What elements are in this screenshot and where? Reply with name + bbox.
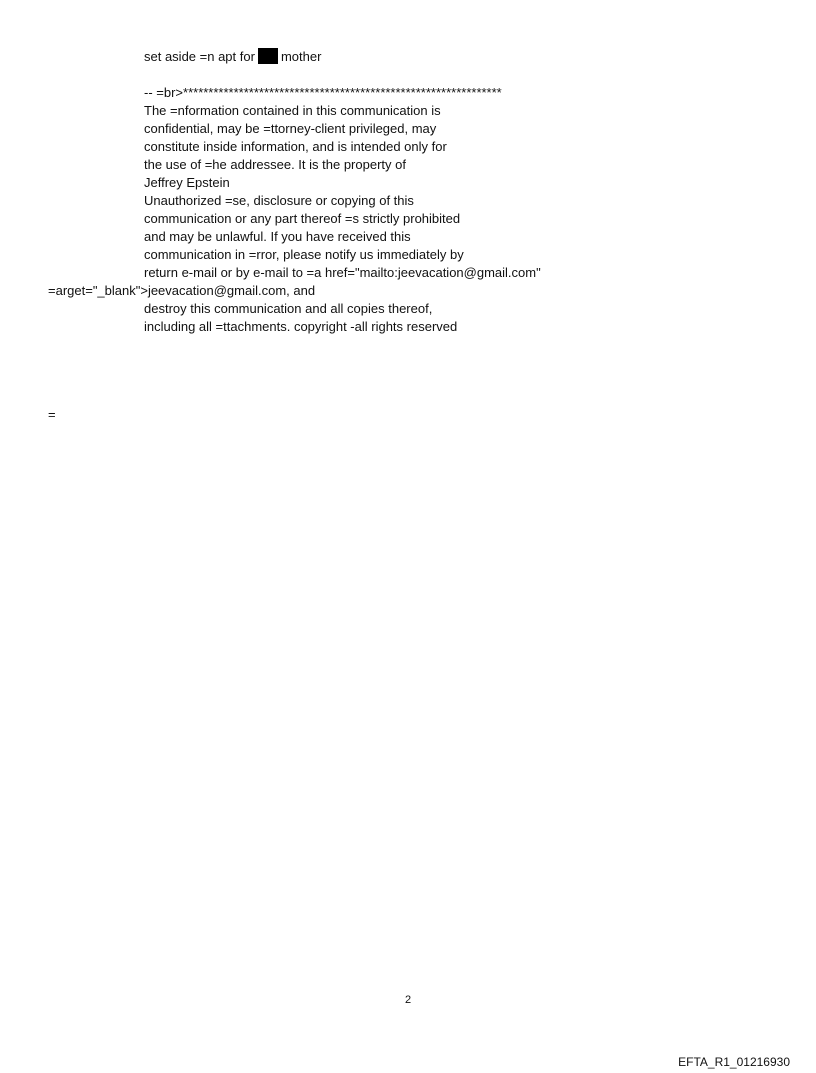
disclaimer-line: Unauthorized =se, disclosure or copying of this — [144, 193, 414, 208]
disclaimer-line: Jeffrey Epstein — [144, 175, 230, 190]
disclaimer-line: return e-mail or by e-mail to =a href="mailto:jeevacation@gmail.com" — [144, 265, 541, 280]
disclaimer-line: communication in =rror, please notify us immediately by — [144, 247, 464, 262]
wrapped-link-line: =arget="_blank">jeevacation@gmail.com, and — [48, 283, 316, 298]
disclaimer-line: communication or any part thereof =s strictly prohibited — [144, 211, 461, 226]
disclaimer-line: constitute inside information, and is intended only for — [144, 139, 447, 154]
opening-text-after: mother — [280, 49, 322, 64]
disclaimer-line: the use of =he addressee. It is the property of — [144, 157, 406, 172]
opening-line — [144, 48, 321, 66]
disclaimer-line: confidential, may be =ttorney-client privileged, may — [144, 121, 437, 136]
disclaimer-line: and may be unlawful. If you have received this — [144, 229, 411, 244]
trailing-symbol: = — [48, 407, 56, 422]
signature-separator: -- =br>*************************************************************** — [144, 85, 502, 100]
closing-line: destroy this communication and all copies thereof, — [144, 301, 433, 316]
opening-text: set aside =n apt for — [144, 49, 255, 64]
disclaimer-line: The =nformation contained in this communication is — [144, 103, 441, 118]
document-id: EFTA_R1_01216930 — [678, 1055, 790, 1069]
page-number: 2 — [404, 994, 412, 1006]
redaction-block — [258, 48, 278, 64]
closing-line: including all =ttachments. copyright -all rights reserved — [144, 319, 458, 334]
